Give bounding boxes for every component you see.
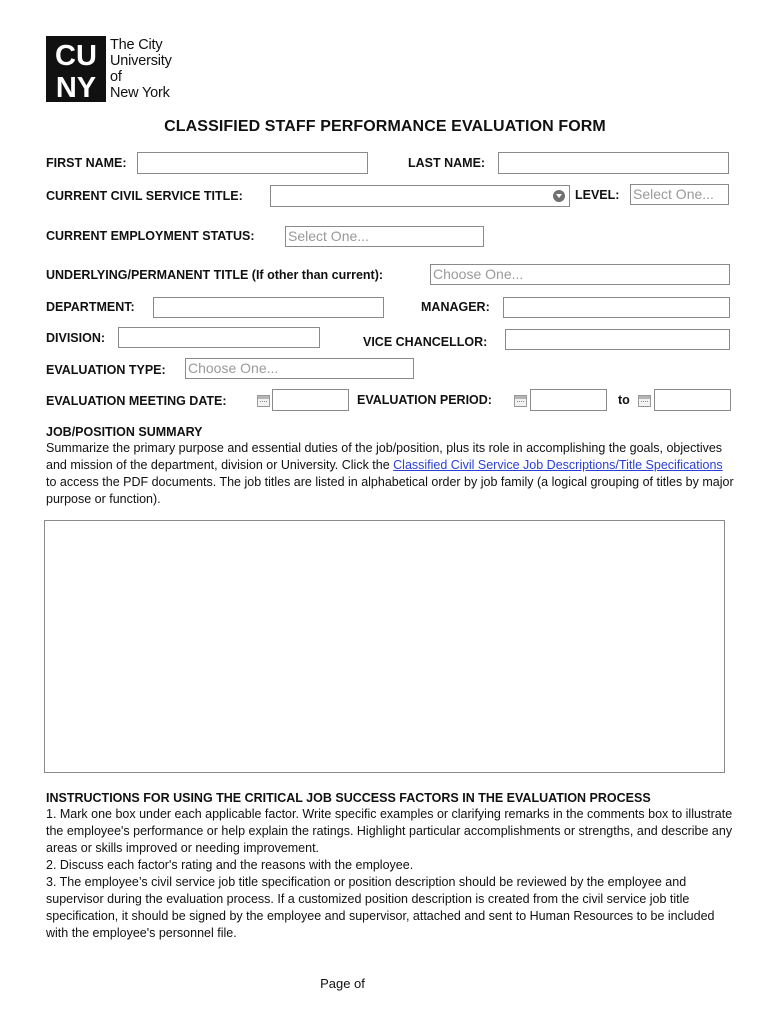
university-name-line: The City bbox=[110, 37, 163, 53]
last-name-label: LAST NAME: bbox=[408, 156, 486, 170]
form-title: CLASSIFIED STAFF PERFORMANCE EVALUATION FORM bbox=[164, 118, 606, 135]
instruction-item: 1. Mark one box under each applicable factor. Write specific examples or clarifying remarks in the comments box to illustrate the employee's performance or help explain the ratings. Highlight particular accomplishments or strengths, and describe any areas or skills improved or needing improvement. bbox=[46, 807, 733, 855]
employment-status-select[interactable]: Select One... bbox=[285, 226, 484, 247]
calendar-icon[interactable] bbox=[514, 395, 527, 407]
university-name bbox=[110, 37, 172, 101]
instruction-item: 2. Discuss each factor's rating and the reasons with the employee. bbox=[46, 858, 414, 872]
underlying-title-select[interactable]: Choose One... bbox=[430, 264, 730, 285]
department-field[interactable] bbox=[153, 297, 384, 318]
university-name-line: University bbox=[110, 53, 172, 69]
meeting-date-field[interactable] bbox=[272, 389, 349, 411]
university-name-line: of bbox=[110, 69, 122, 85]
manager-field[interactable] bbox=[503, 297, 730, 318]
summary-heading: JOB/POSITION SUMMARY bbox=[46, 425, 203, 439]
vice-chancellor-field[interactable] bbox=[505, 329, 730, 350]
calendar-icon[interactable] bbox=[257, 395, 270, 407]
first-name-field[interactable] bbox=[137, 152, 368, 174]
evaluation-type-label: EVALUATION TYPE: bbox=[46, 363, 166, 377]
division-field[interactable] bbox=[118, 327, 320, 348]
summary-text-part: to access the PDF documents. The job titles are listed in alphabetical order by job family (a logical grouping of titles by major purpose or function). bbox=[46, 475, 734, 506]
manager-label: MANAGER: bbox=[421, 300, 490, 314]
to-label: to bbox=[618, 393, 630, 407]
department-label: DEPARTMENT: bbox=[46, 300, 135, 314]
page-number: Page of bbox=[320, 976, 365, 991]
instruction-item: 3. The employee’s civil service job title specification or position description should be reviewed by the employee and supervisor during the evaluation process. If a customized position description is created from the civil service job title specification, it should be signed by the employee and supervisor, attached and sent to Human Resources to be included with the employee's personnel file. bbox=[46, 875, 715, 940]
civil-service-title-select[interactable] bbox=[270, 185, 570, 207]
job-descriptions-link[interactable]: Classified Civil Service Job Descriptions/Title Specifications bbox=[393, 458, 723, 472]
calendar-icon[interactable] bbox=[638, 395, 651, 407]
underlying-title-label: UNDERLYING/PERMANENT TITLE (If other than current): bbox=[46, 268, 384, 282]
evaluation-type-select[interactable]: Choose One... bbox=[185, 358, 414, 379]
period-end-field[interactable] bbox=[654, 389, 731, 411]
employment-status-label: CURRENT EMPLOYMENT STATUS: bbox=[46, 229, 255, 243]
instructions-heading: INSTRUCTIONS FOR USING THE CRITICAL JOB SUCCESS FACTORS IN THE EVALUATION PROCESS bbox=[46, 791, 651, 805]
university-name-line: New York bbox=[110, 85, 170, 101]
first-name-label: FIRST NAME: bbox=[46, 156, 127, 170]
instructions-text bbox=[46, 806, 736, 942]
cuny-logo-icon bbox=[46, 36, 106, 102]
meeting-date-label: EVALUATION MEETING DATE: bbox=[46, 394, 227, 408]
last-name-field[interactable] bbox=[498, 152, 729, 174]
evaluation-period-label: EVALUATION PERIOD: bbox=[357, 393, 492, 407]
summary-text-part: Summarize the primary purpose and essential duties of the job/position, plus its role in accomplishing the goals, objectives and mission of the department, division or University. Click the bbox=[46, 441, 723, 472]
vice-chancellor-label: VICE CHANCELLOR: bbox=[363, 335, 488, 349]
level-label: LEVEL: bbox=[575, 188, 620, 202]
logo-mark-top: CU bbox=[55, 40, 97, 72]
summary-text bbox=[46, 440, 736, 508]
summary-textarea[interactable] bbox=[44, 520, 725, 773]
civil-service-title-label: CURRENT CIVIL SERVICE TITLE: bbox=[46, 189, 243, 203]
level-select[interactable]: Select One... bbox=[630, 184, 729, 205]
logo-mark-bottom: NY bbox=[55, 72, 97, 102]
chevron-down-icon[interactable] bbox=[553, 190, 565, 202]
division-label: DIVISION: bbox=[46, 331, 106, 345]
period-start-field[interactable] bbox=[530, 389, 607, 411]
